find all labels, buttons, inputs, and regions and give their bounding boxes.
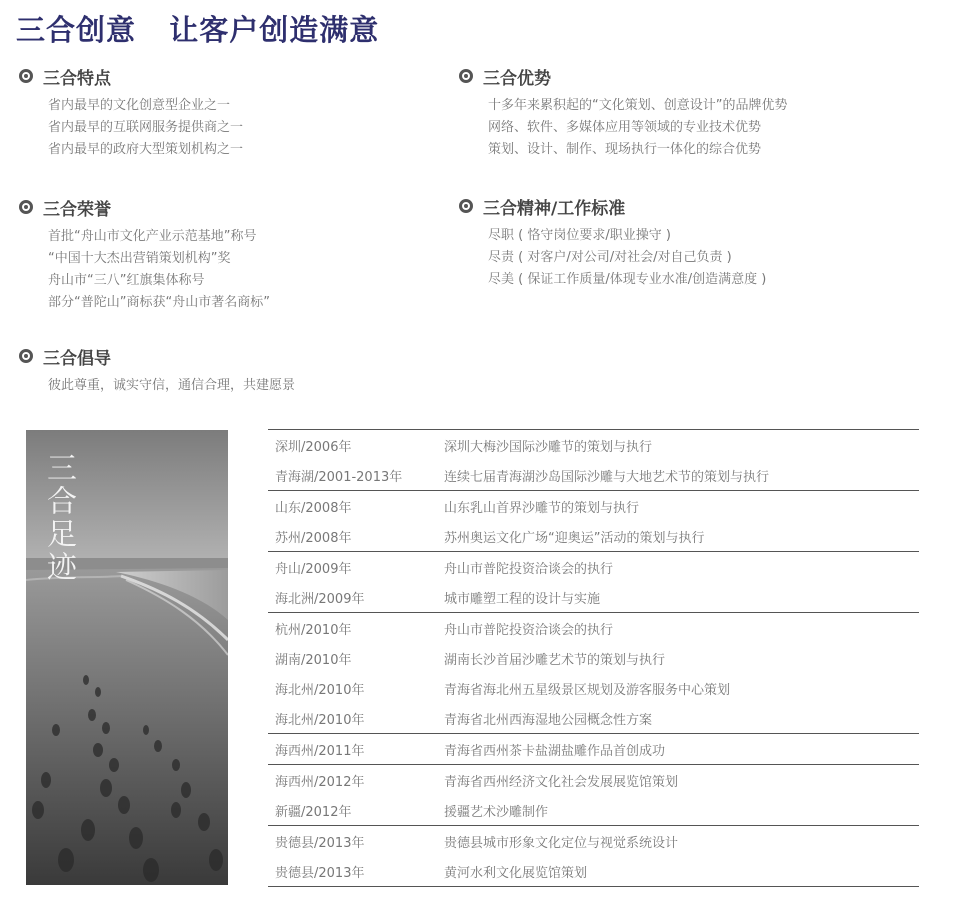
row-place-year: 湖南/2010年: [275, 652, 352, 668]
footprint-table: [268, 429, 919, 887]
table-row: [268, 734, 919, 765]
section-title: 三合精神/工作标准: [483, 198, 626, 219]
table-row: [268, 795, 919, 826]
row-project: 城市雕塑工程的设计与实施: [444, 591, 601, 607]
row-place-year: 杭州/2010年: [275, 622, 352, 638]
table-row: [268, 613, 919, 643]
row-place-year: 海北州/2010年: [275, 712, 365, 728]
row-project: 青海省北州西海湿地公园概念性方案: [444, 712, 653, 728]
section-title: 三合荣誉: [43, 199, 111, 220]
section-line: 首批“舟山市文化产业示范基地”称号: [48, 229, 257, 244]
row-project: 援疆艺术沙雕制作: [444, 804, 549, 820]
table-row: [268, 765, 919, 795]
section-line: 十多年来累积起的“文化策划、创意设计”的品牌优势: [488, 98, 788, 113]
row-project: 青海省西州经济文化社会发展展览馆策划: [444, 774, 679, 790]
table-row: [268, 491, 919, 521]
row-place-year: 贵德县/2013年: [275, 865, 365, 881]
section-line: 策划、设计、制作、现场执行一体化的综合优势: [488, 142, 762, 157]
row-place-year: 青海湖/2001-2013年: [275, 469, 403, 485]
table-row: [268, 673, 919, 703]
row-project: 山东乳山首界沙雕节的策划与执行: [444, 500, 640, 516]
row-place-year: 山东/2008年: [275, 500, 352, 516]
table-row: [268, 703, 919, 734]
table-row: [268, 582, 919, 613]
table-row: [268, 643, 919, 673]
row-project: 青海省海北州五星级景区规划及游客服务中心策划: [444, 682, 731, 698]
beach-footprints-photo: [26, 430, 228, 885]
row-place-year: 海西州/2012年: [275, 774, 365, 790]
target-bullet-icon: [19, 69, 33, 83]
table-row: [268, 856, 919, 887]
row-project: 湖南长沙首届沙雕艺术节的策划与执行: [444, 652, 666, 668]
section-line: 部分“普陀山”商标获“舟山市著名商标”: [48, 295, 270, 310]
target-bullet-icon: [19, 200, 33, 214]
section-advocacy: [19, 344, 295, 397]
row-project: 青海省西州茶卡盐湖盐雕作品首创成功: [444, 743, 666, 759]
row-place-year: 新疆/2012年: [275, 804, 352, 820]
row-place-year: 贵德县/2013年: [275, 835, 365, 851]
section-line: 省内最早的政府大型策划机构之一: [48, 142, 244, 157]
page-headline: 三合创意 让客户创造满意: [16, 13, 380, 47]
section-title: 三合倡导: [43, 348, 111, 369]
section-advantages: [459, 64, 787, 161]
target-bullet-icon: [19, 349, 33, 363]
row-project: 贵德县城市形象文化定位与视觉系统设计: [444, 835, 679, 851]
section-line: 省内最早的互联网服务提供商之一: [48, 120, 244, 135]
table-row: [268, 521, 919, 552]
footprint-vertical-title: 三合足迹: [41, 452, 76, 584]
section-features: [19, 64, 243, 161]
section-title: 三合优势: [483, 68, 551, 89]
row-project: 舟山市普陀投资洽谈会的执行: [444, 622, 614, 638]
row-place-year: 舟山/2009年: [275, 561, 352, 577]
table-row: [268, 430, 919, 460]
row-place-year: 海西州/2011年: [275, 743, 365, 759]
section-line: 省内最早的文化创意型企业之一: [48, 98, 231, 113]
target-bullet-icon: [459, 69, 473, 83]
section-honors: [19, 195, 270, 314]
row-project: 深圳大梅沙国际沙雕节的策划与执行: [444, 439, 653, 455]
section-line: “中国十大杰出营销策划机构”奖: [48, 251, 231, 266]
section-spirit: [459, 194, 766, 291]
section-title: 三合特点: [43, 68, 111, 89]
target-bullet-icon: [459, 199, 473, 213]
row-project: 苏州奥运文化广场“迎奥运”活动的策划与执行: [444, 530, 705, 546]
table-row: [268, 826, 919, 856]
table-row: [268, 460, 919, 491]
row-place-year: 深圳/2006年: [275, 439, 352, 455]
row-project: 连续七届青海湖沙岛国际沙雕与大地艺术节的策划与执行: [444, 469, 770, 485]
row-project: 舟山市普陀投资洽谈会的执行: [444, 561, 614, 577]
row-place-year: 海北洲/2009年: [275, 591, 365, 607]
section-line: 尽美 ( 保证工作质量/体现专业水准/创造满意度 ): [488, 272, 767, 287]
table-row: [268, 552, 919, 582]
row-place-year: 苏州/2008年: [275, 530, 352, 546]
row-project: 黄河水利文化展览馆策划: [444, 865, 588, 881]
section-line: 舟山市“三八”红旗集体称号: [48, 273, 205, 288]
section-line: 网络、软件、多媒体应用等领域的专业技术优势: [488, 120, 762, 135]
section-line: 尽职 ( 恪守岗位要求/职业操守 ): [488, 228, 671, 243]
row-place-year: 海北州/2010年: [275, 682, 365, 698]
section-line: 彼此尊重，诚实守信，通信合理，共建愿景: [48, 378, 296, 393]
section-line: 尽责 ( 对客户/对公司/对社会/对自己负责 ): [488, 250, 732, 265]
